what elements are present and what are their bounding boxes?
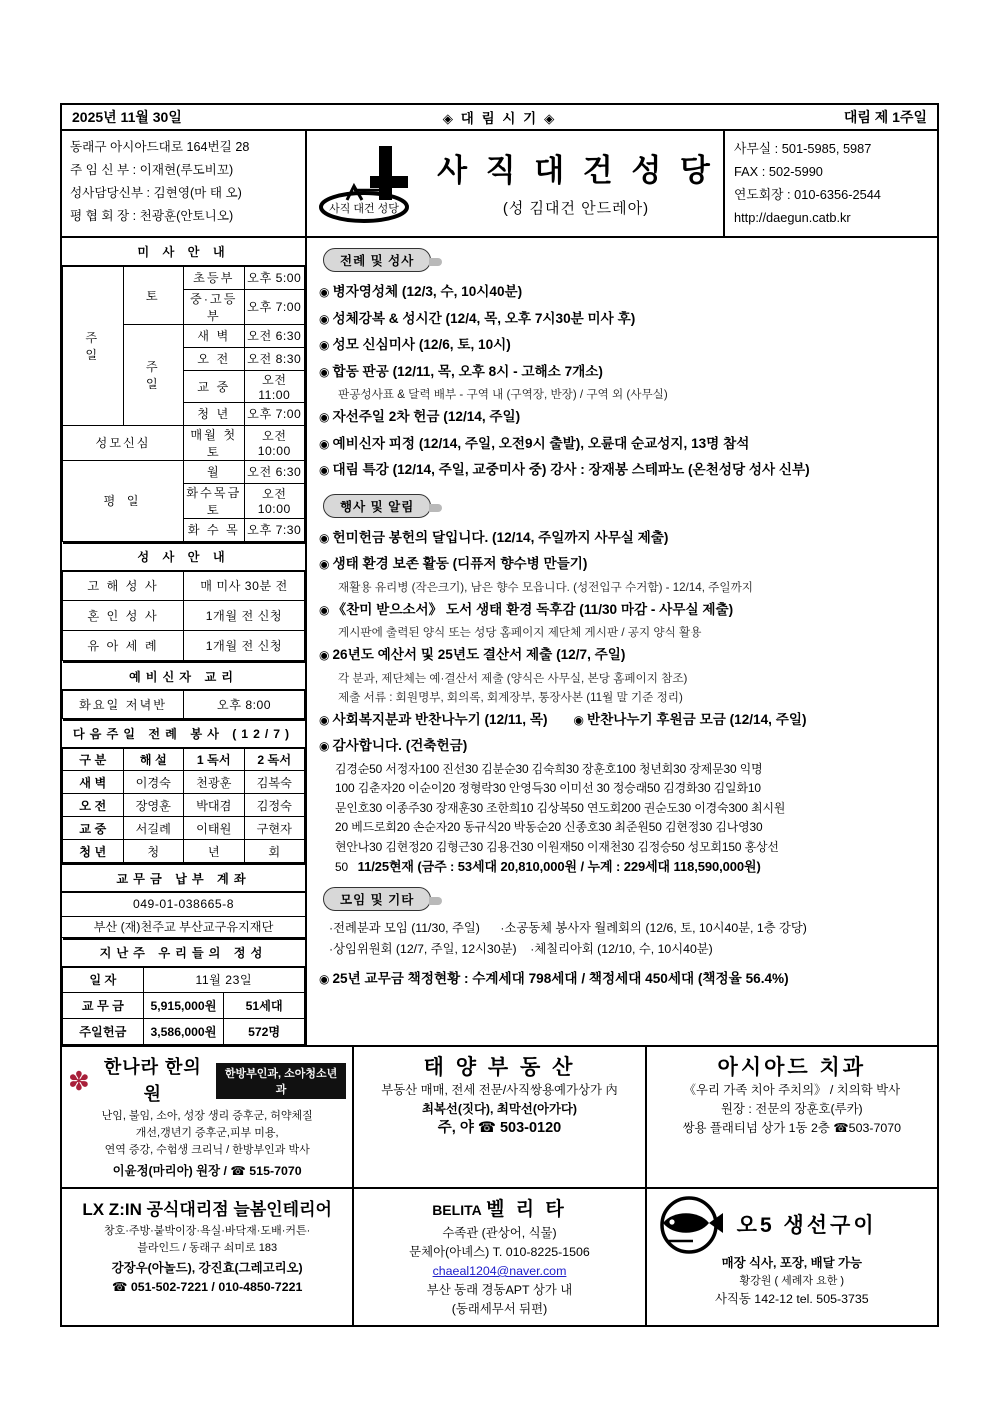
parish-staff-block [62, 131, 307, 236]
bulletin-body [62, 238, 937, 1045]
item-subtext: 판공성사표 & 달력 배부 - 구역 내 (구역장, 반장) / 구역 외 (사무실) [338, 388, 668, 401]
item-text: 병자영성체 (12/3, 수, 10시40분) [332, 284, 523, 299]
list-item [319, 597, 927, 643]
ad-title: 한나라 한의원 [103, 1057, 202, 1104]
meeting-item: ·전례분과 모임 (11/30, 주일) [329, 920, 480, 935]
offering-label: 주일헌금 [63, 1019, 144, 1045]
offering-count: 51세대 [224, 993, 305, 1019]
sacrament-name: 혼 인 성 사 [63, 601, 184, 631]
item-text: 성체강복 & 성시간 (12/4, 목, 오후 7시30분 미사 후) [332, 310, 636, 326]
item-text: 생태 환경 보존 활동 (디퓨저 향수병 만들기) [332, 556, 588, 571]
item-subtext-2: 제출 서류 : 회원명부, 회의록, 회계장부, 통장사본 (11월 말 기준 정리) [338, 690, 683, 704]
ad-contact: 쌍용 플래티넘 상가 1동 2층 ☎503-7070 [682, 1121, 902, 1135]
meeting-item: ·상임위원회 (12/7, 주일, 12시30분) [329, 941, 517, 956]
offering-date-label: 일 자 [63, 967, 144, 993]
ad-badge: 한방부인과, 소아청소년과 [216, 1063, 347, 1099]
ad-desc: 개선,갱년기 증후군,피부 미용, [135, 1127, 279, 1139]
mass-time: 오전 6:30 [244, 324, 305, 347]
service-commentator: 서길례 [123, 817, 184, 840]
ad-title: 벨 리 타 [486, 1199, 567, 1220]
bullet-icon: ◉ [319, 463, 330, 477]
bullet-icon: ◉ [319, 602, 330, 617]
table-row [63, 631, 305, 661]
ad-contact: 주, 야 ☎ 503-0120 [437, 1120, 562, 1136]
mass-time: 오전 8:30 [244, 347, 305, 370]
ad-row-2 [62, 1187, 937, 1325]
flower-icon: ✽ [68, 1066, 90, 1096]
mass-time: 오전 10:00 [244, 483, 305, 518]
header-bar [62, 105, 937, 131]
mass-time: 오후 7:00 [244, 289, 305, 324]
bullet-icon: ◉ [319, 648, 330, 662]
mass-name: 중·고등부 [184, 289, 245, 324]
item-text: 반찬나누기 후원금 모금 (12/14, 주일) [586, 711, 807, 727]
ad-belita-aquarium[interactable] [354, 1187, 646, 1325]
list-item [319, 457, 927, 484]
mass-name: 새 벽 [184, 324, 245, 347]
ad-contact: 문체아(아녜스) T. 010-8225-1506 [409, 1245, 590, 1259]
pastor-name: 주 임 신 부 : 이재현(루도비꼬) [70, 163, 234, 177]
table-row [63, 967, 305, 993]
mass-name: 청 년 [184, 402, 245, 425]
catechumen-class: 화요일 저녁반 [63, 690, 184, 718]
mass-group-sunday: 주 일 [63, 266, 124, 425]
ad-title: LX Z:IN 공식대리점 늘봄인테리어 [82, 1200, 332, 1219]
item-text: 헌미헌금 봉헌의 달입니다. (12/14, 주일까지 사무실 제출) [332, 529, 669, 545]
list-item [319, 359, 927, 405]
ad-desc: 블라인드 / 동래구 쇠미로 183 [137, 1242, 278, 1254]
ad-email[interactable]: chaeal1204@naver.com [432, 1264, 567, 1278]
ad-title: 태 양 부 동 산 [423, 1056, 576, 1079]
item-subtext: 재활용 유리병 (작은크기), 남은 향수 모읍니다. (성전입구 수거함) - 12/14, 주일까지 [338, 580, 753, 594]
advertisement-area [62, 1045, 937, 1325]
church-identity [307, 131, 725, 236]
mass-saturday-label: 토 [123, 266, 184, 324]
service-reader2: 구현자 [244, 817, 305, 840]
item-text: 26년도 예산서 및 25년도 결산서 제출 (12/7, 주일) [332, 647, 626, 662]
offering-title: 지난주 우리들의 정성 [63, 939, 305, 967]
item-text: 성모 신심미사 (12/6, 토, 10시) [332, 337, 511, 352]
ad-title-row [68, 1054, 346, 1108]
masthead [62, 131, 937, 238]
logo-caption: 사직 대건 성당 [329, 202, 399, 215]
bullet-icon: ◉ [319, 364, 330, 379]
mass-name: 월 [184, 460, 245, 483]
service-reader2: 회 [244, 840, 305, 863]
item-text: 대림 특강 (12/14, 주일, 교중미사 중) 강사 : 장재봉 스테파노 (온천성당 성사 신부) [332, 462, 810, 477]
ad-title-row [653, 1196, 931, 1254]
list-item [319, 966, 927, 993]
council-head-name: 평 협 회 장 : 천광훈(안토니오) [70, 209, 234, 223]
table-row [63, 460, 305, 483]
ad-desc: 강장우(아놀드), 강진효(그레고리오) [111, 1261, 303, 1275]
list-item [319, 431, 927, 458]
offering-amount: 5,915,000원 [143, 993, 224, 1019]
column-header: 구 분 [63, 748, 124, 771]
events-item-list [319, 525, 927, 760]
sacrament-info: 1개월 전 신청 [184, 601, 305, 631]
fax-number: FAX : 502-5990 [734, 164, 823, 179]
sacrament-priest-name: 성사담당신부 : 김현영(마 태 오) [70, 186, 242, 200]
events-section-header [323, 494, 927, 518]
ad-taeyang-realty[interactable] [354, 1047, 646, 1187]
ad-address-note: (동래세무서 뒤편) [451, 1302, 548, 1316]
mass-name: 초등부 [184, 266, 245, 289]
mass-name: 화수목금토 [184, 483, 245, 518]
ad-owner: 황강원 ( 세례자 요한 ) [739, 1275, 845, 1287]
column-header: 1 독서 [184, 748, 245, 771]
ad-contact: 사직동 142-12 tel. 505-3735 [714, 1292, 869, 1306]
meetings-section-pill: 모임 및 기타 [323, 887, 431, 911]
table-row [63, 993, 305, 1019]
church-website[interactable]: http://daegun.catb.kr [734, 210, 851, 225]
ad-contact: ☎ 051-502-7221 / 010-4850-7221 [111, 1280, 303, 1294]
account-table [62, 863, 305, 938]
column-header: 2 독서 [244, 748, 305, 771]
donation-thanks-title: 감사합니다. (건축헌금) [332, 738, 468, 753]
mass-name: 교 중 [184, 370, 245, 402]
main-content [307, 238, 937, 1045]
ad-title-row [360, 1196, 638, 1224]
table-row [63, 1019, 305, 1045]
account-owner: 부산 (재)천주교 부산교구유지재단 [62, 916, 305, 937]
table-header-row [63, 748, 305, 771]
mass-name: 오 전 [184, 347, 245, 370]
bullet-icon: ◉ [319, 311, 330, 326]
service-reader2: 김정숙 [244, 794, 305, 817]
offering-count: 572명 [224, 1019, 305, 1045]
table-row [63, 794, 305, 817]
church-name: 사 직 대 건 성 당 [437, 153, 715, 188]
church-title-block [435, 149, 723, 218]
list-item [319, 642, 927, 707]
ad-desc: 수족관 (관상어, 식물) [442, 1226, 557, 1240]
table-row [63, 601, 305, 631]
bullet-icon: ◉ [573, 712, 584, 727]
liturgy-section-header [323, 248, 927, 272]
ad-hanara-clinic[interactable] [62, 1047, 354, 1187]
liturgical-season: ◈ 대 림 시 기 ◈ [442, 111, 557, 126]
sacrament-info: 매 미사 30분 전 [184, 571, 305, 601]
list-item [319, 332, 927, 359]
mass-schedule-title: 미 사 안 내 [63, 238, 305, 266]
marian-name: 매월 첫 토 [184, 425, 245, 460]
bullet-icon: ◉ [319, 410, 330, 424]
sacrament-title: 성 사 안 내 [63, 543, 305, 571]
item-text: 예비신자 피정 (12/14, 주일, 오전9시 출발), 오륜대 순교성지, 13명 참석 [332, 435, 750, 451]
ad-desc: 원장 : 전문의 장훈호(루카) [720, 1102, 863, 1116]
item-subtext: 각 분과, 제단체는 예·결산서 제출 (양식은 사무실, 본당 홈페이지 참조) [338, 671, 688, 685]
list-item [319, 733, 927, 760]
bulletin-date: 2025년 11월 30일 [72, 109, 182, 125]
service-commentator: 장영훈 [123, 794, 184, 817]
sacrament-name: 고 해 성 사 [63, 571, 184, 601]
bulletin-sheet [60, 103, 939, 1327]
service-commentator: 청 [123, 840, 184, 863]
sacrament-info: 1개월 전 신청 [184, 631, 305, 661]
events-section-pill: 행사 및 알림 [323, 494, 431, 518]
donor-line: 문인호30 이종주30 장재훈30 조한희10 김상복50 연도회200 권순도30 이경숙300 최시원 [335, 800, 786, 815]
bullet-icon: ◉ [319, 557, 330, 571]
donor-list [319, 760, 927, 878]
donor-line: 현안나30 김현정20 김형근30 김용건30 이원재50 이재천30 김정승50 성모회150 홍상선 [335, 839, 779, 854]
service-slot: 새 벽 [63, 771, 124, 794]
ad-title: 아시아드 치과 [717, 1056, 867, 1079]
account-number: 049-01-038665-8 [62, 892, 305, 916]
list-item [319, 525, 927, 552]
offering-label: 교 무 금 [63, 993, 144, 1019]
service-reader1: 이태원 [184, 817, 245, 840]
liturgy-section-pill: 전례 및 성사 [323, 248, 431, 272]
sidebar [62, 238, 307, 1045]
meetings-section-header [323, 887, 927, 911]
donor-line: 김경순50 서정자100 진선30 김분순30 김숙희30 장훈호100 청년회30 장제문30 익명 [335, 761, 763, 776]
offering-amount: 3,586,000원 [143, 1019, 224, 1045]
item-text: 사회복지분과 반찬나누기 (12/11, 목) [332, 711, 548, 727]
ad-title-latin: BELITA [432, 1202, 482, 1218]
ad-row-1 [62, 1047, 937, 1187]
table-row [63, 425, 305, 460]
item-text: 자선주일 2차 헌금 (12/14, 주일) [332, 409, 521, 424]
table-row [63, 771, 305, 794]
account-title: 교무금 납부 계좌 [62, 864, 305, 892]
list-item [319, 279, 927, 306]
mass-time: 오전 6:30 [244, 460, 305, 483]
donor-line: 20 베드로회20 손순자20 동규식20 박동순20 신종호30 최준원50 김현정30 김나영30 [335, 820, 763, 834]
meeting-item: ·소공동체 봉사자 월례회의 (12/6, 토, 10시40분, 1층 강당) [500, 920, 807, 935]
mass-time: 오후 7:00 [244, 402, 305, 425]
offering-date-value: 11월 23일 [143, 967, 304, 993]
ad-o5-grilled-fish[interactable] [647, 1187, 937, 1325]
sacrament-table [62, 542, 305, 662]
sacrament-name: 유 아 세 례 [63, 631, 184, 661]
meeting-line [319, 939, 927, 960]
ad-contact: 이윤정(마리아) 원장 / ☎ 515-7070 [112, 1164, 302, 1178]
table-row [63, 266, 305, 289]
catechumen-title: 예비신자 교리 [63, 662, 305, 690]
ad-desc: 부동산 매매, 전세 전문/사직쌍용예가상가 內 [381, 1083, 618, 1097]
mass-sunday-label: 주 일 [123, 324, 184, 425]
meeting-line [319, 918, 927, 939]
ad-neulbom-interior[interactable] [62, 1187, 354, 1325]
bullet-icon: ◉ [319, 338, 330, 352]
ad-desc: 창호·주방·붙박이장·욕실·바닥재·도배·커튼· [104, 1225, 311, 1237]
ad-address: 부산 동래 경동APT 상가 내 [426, 1283, 573, 1297]
liturgy-item-list [319, 279, 927, 484]
table-row [63, 840, 305, 863]
list-item [319, 306, 927, 333]
table-row [63, 817, 305, 840]
mass-time: 오전 11:00 [244, 370, 305, 402]
catechumen-table [62, 661, 305, 719]
mass-time: 오후 5:00 [244, 266, 305, 289]
yeondo-contact: 연도회장 : 010-6356-2544 [734, 187, 881, 202]
bullet-icon: ◉ [319, 739, 330, 753]
ad-asiad-dental[interactable] [647, 1047, 937, 1187]
weekday-label: 평 일 [63, 460, 184, 541]
service-slot: 오 전 [63, 794, 124, 817]
bullet-icon: ◉ [319, 712, 330, 727]
table-row [63, 571, 305, 601]
service-reader1: 천광훈 [184, 771, 245, 794]
fish-icon [653, 1196, 731, 1254]
catechumen-time: 오후 8:00 [184, 690, 305, 718]
donor-total-line [335, 857, 927, 878]
mass-time: 오후 7:30 [244, 518, 305, 541]
next-week-service-title: 다음주일 전례 봉사 (12/7) [63, 720, 305, 748]
item-text: 《찬미 받으소서》 도서 생태 환경 독후감 (11/30 마감 - 사무실 제출) [332, 601, 734, 617]
offering-table [62, 938, 305, 1046]
table-row [63, 690, 305, 718]
ad-title: 오5 생선구이 [736, 1213, 877, 1237]
contact-block [725, 131, 937, 236]
donor-total-summary: 11/25현재 (금주 : 53세대 20,810,000원 / 누계 : 229세대 118,590,000원) [357, 859, 761, 874]
item-text: 합동 판공 (12/11, 목, 오후 8시 - 고해소 7개소) [332, 363, 603, 379]
list-item [319, 707, 927, 734]
service-reader1: 박대겸 [184, 794, 245, 817]
marian-label: 성모신심 [63, 425, 184, 460]
liturgical-week: 대림 제 1주일 [843, 109, 927, 125]
parish-address: 동래구 아시아드대로 164번길 28 [70, 140, 250, 154]
bullet-icon: ◉ [319, 971, 330, 986]
church-patron: (성 김대건 안드레아) [502, 200, 650, 217]
bullet-icon: ◉ [319, 436, 330, 451]
budget-status-text: 25년 교무금 책정현황 : 수계세대 798세대 / 책정세대 450세대 (책정율 56.4%) [332, 970, 789, 986]
column-header: 해 설 [123, 748, 184, 771]
ad-desc: 최복선(짓다), 최막선(아가다) [421, 1102, 578, 1116]
ad-desc: 매장 식사, 포장, 배달 가능 [721, 1256, 862, 1270]
service-commentator: 이경숙 [123, 771, 184, 794]
donor-line: 100 김춘자20 이순이20 정형락30 안영득30 이미선 30 정승래50 김경화30 김일화10 [335, 781, 761, 795]
mass-name: 화 수 목 [184, 518, 245, 541]
church-logo [307, 138, 435, 230]
list-item [319, 404, 927, 431]
marian-time: 오전 10:00 [244, 425, 305, 460]
budget-status-list [319, 966, 927, 993]
service-slot: 청 년 [63, 840, 124, 863]
ad-desc: 《우리 가족 치아 주치의》 / 치의학 박사 [683, 1083, 901, 1097]
ad-desc: 연역 증강, 수험생 크리닉 / 한방부인과 박사 [104, 1144, 310, 1156]
mass-schedule-table [62, 238, 305, 542]
office-phone: 사무실 : 501-5985, 5987 [734, 141, 872, 156]
item-subtext: 게시판에 출력된 양식 또는 성당 홈페이지 제단체 게시판 / 공지 양식 활용 [338, 626, 702, 639]
service-slot: 교 중 [63, 817, 124, 840]
ad-desc: 난임, 불임, 소아, 성장 생리 증후군, 허약체질 [101, 1110, 313, 1122]
bullet-icon: ◉ [319, 530, 330, 545]
donor-total-prefix: 50 [335, 860, 349, 874]
service-reader1: 년 [184, 840, 245, 863]
bullet-icon: ◉ [319, 285, 330, 299]
next-week-service-table [62, 719, 305, 864]
list-item [319, 551, 927, 597]
meeting-item: ·체칠리아회 (12/10, 수, 10시40분) [530, 941, 713, 956]
service-reader2: 김복숙 [244, 771, 305, 794]
